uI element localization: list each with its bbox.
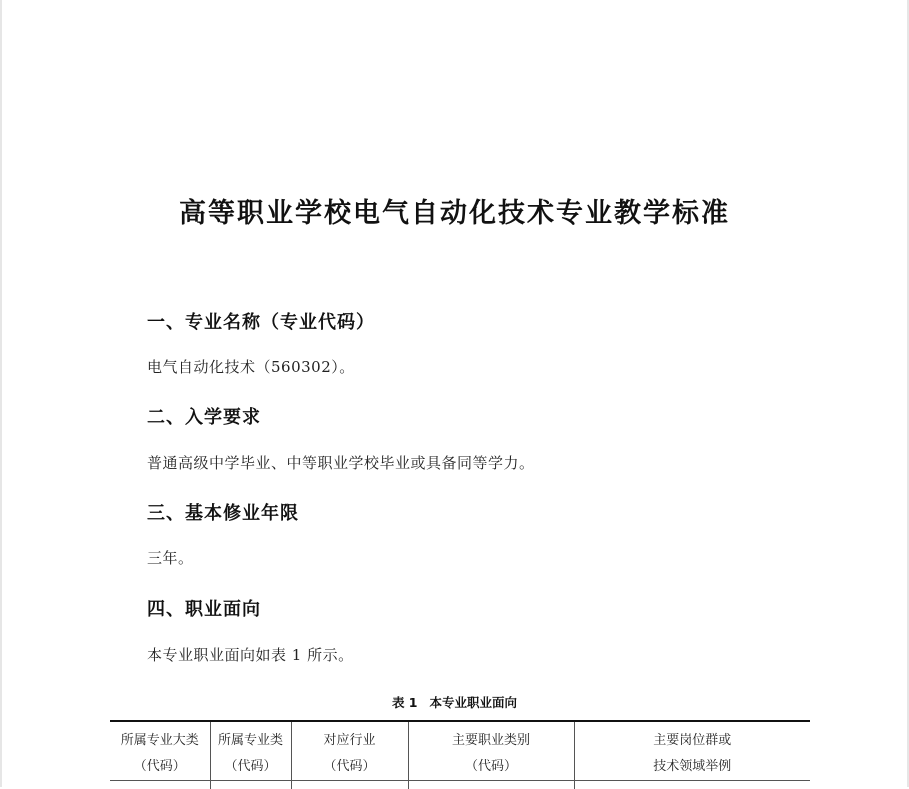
table-cell — [574, 781, 810, 789]
header-major-class-line1: 所属专业类 — [213, 728, 289, 754]
table-caption — [0, 693, 909, 711]
header-major-category-line2: （代码） — [112, 754, 208, 780]
header-major-category — [110, 721, 210, 781]
table-caption-text: 本专业职业面向 — [430, 695, 518, 710]
header-major-class — [210, 721, 291, 781]
header-industry-line1: 对应行业 — [294, 728, 406, 754]
document-title: 高等职业学校电气自动化技术专业教学标准 — [0, 191, 909, 230]
header-occupation-type — [408, 721, 574, 781]
occupation-table — [110, 720, 810, 789]
section-heading-3: 三、基本修业年限 — [147, 499, 299, 525]
table-first-body-row — [110, 781, 810, 789]
section-heading-2: 二、入学要求 — [147, 403, 261, 429]
header-positions — [574, 721, 810, 781]
table-caption-number: 表 1 — [392, 695, 418, 710]
section-body-1: 电气自动化技术（560302）。 — [147, 356, 355, 377]
header-industry-line2: （代码） — [294, 754, 406, 780]
page-edge-left — [0, 0, 2, 787]
section-heading-4: 四、职业面向 — [147, 595, 261, 621]
section-body-3: 三年。 — [147, 547, 194, 568]
header-industry — [291, 721, 408, 781]
header-occupation-type-line1: 主要职业类别 — [411, 728, 572, 754]
header-occupation-type-line2: （代码） — [411, 754, 572, 780]
header-major-category-line1: 所属专业大类 — [112, 728, 208, 754]
table-cell — [110, 781, 210, 789]
table-header-row — [110, 721, 810, 781]
table-cell — [291, 781, 408, 789]
header-major-class-line2: （代码） — [213, 754, 289, 780]
header-positions-line2: 技术领域举例 — [577, 754, 809, 780]
section-heading-1: 一、专业名称（专业代码） — [147, 308, 375, 334]
header-positions-line1: 主要岗位群或 — [577, 728, 809, 754]
table-cell — [408, 781, 574, 789]
section-body-4: 本专业职业面向如表 1 所示。 — [147, 644, 354, 665]
section-body-2: 普通高级中学毕业、中等职业学校毕业或具备同等学力。 — [147, 452, 535, 473]
table-cell — [210, 781, 291, 789]
